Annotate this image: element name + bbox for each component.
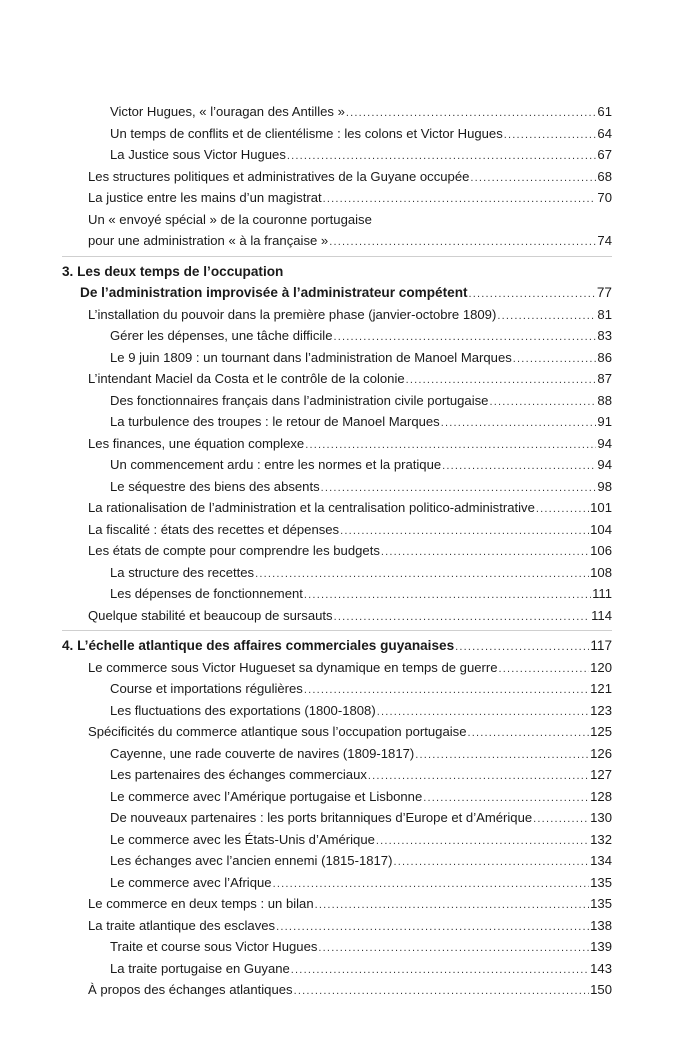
dot-leader xyxy=(329,232,596,254)
toc-subsection-entry[interactable] xyxy=(88,476,612,498)
toc-page-number: 83 xyxy=(597,328,612,343)
toc-subsection-entry[interactable] xyxy=(88,850,612,872)
toc-page-number: 111 xyxy=(592,586,612,601)
toc-section-entry[interactable] xyxy=(88,166,612,188)
dot-leader xyxy=(321,478,597,500)
toc-chapter-subtitle[interactable] xyxy=(80,282,612,304)
toc-page-number: 132 xyxy=(590,831,612,847)
toc-section-entry[interactable] xyxy=(88,893,612,915)
toc-entry-title: Le commerce sous Victor Hugueset sa dynamique en temps de guerre xyxy=(88,659,498,675)
toc-section-entry[interactable] xyxy=(88,209,612,231)
dot-leader xyxy=(489,392,596,414)
toc-subsection-entry[interactable] xyxy=(88,562,612,584)
toc-section-entry[interactable] xyxy=(88,605,612,627)
toc-entry-title: Le 9 juin 1809 : un tournant dans l’administration de Manoel Marques xyxy=(110,349,512,365)
toc-page-number: 138 xyxy=(590,917,612,933)
dot-leader xyxy=(334,607,591,629)
toc-page-number: 77 xyxy=(596,285,612,300)
toc-page-number: 121 xyxy=(590,681,612,696)
toc-page-number: 68 xyxy=(597,168,612,184)
toc-page-number: 61 xyxy=(597,104,612,119)
toc-entry-title: 3. Les deux temps de l’occupation xyxy=(62,263,284,279)
toc-section-entry[interactable] xyxy=(88,540,612,562)
toc-entry-title: La structure des recettes xyxy=(110,564,255,580)
toc-page-number: 135 xyxy=(590,874,612,890)
toc-page-number: 94 xyxy=(597,457,612,472)
toc-subsection-entry[interactable] xyxy=(88,764,612,786)
toc-page-number: 114 xyxy=(591,607,612,623)
toc-entry-title: Un « envoyé spécial » de la couronne portugaise xyxy=(88,211,372,227)
dot-leader xyxy=(291,960,589,982)
toc-chapter-title[interactable] xyxy=(62,635,612,657)
dot-leader xyxy=(294,981,590,1003)
dot-leader xyxy=(315,895,590,917)
toc-page-number: 74 xyxy=(597,233,612,248)
toc-subsection-entry[interactable] xyxy=(88,325,612,347)
toc-entry-title: Le commerce en deux temps : un bilan xyxy=(88,896,314,911)
toc-page-number: 67 xyxy=(597,147,612,162)
dot-leader xyxy=(304,680,589,702)
toc-entry-title: Un commencement ardu : entre les normes et la pratique xyxy=(110,457,442,472)
toc-subsection-entry[interactable] xyxy=(88,123,612,145)
toc-page-number: 94 xyxy=(597,435,612,451)
toc-page-number: 64 xyxy=(597,125,612,141)
toc-entry-title: La justice entre les mains d’un magistrat xyxy=(88,190,322,205)
toc-page-number: 91 xyxy=(597,414,612,429)
toc-subsection-entry[interactable] xyxy=(88,454,612,476)
dot-leader xyxy=(470,168,596,190)
toc-entry-title: 4. L’échelle atlantique des affaires commerciales guyanaises xyxy=(62,638,455,653)
toc-subsection-entry[interactable] xyxy=(88,678,612,700)
dot-leader xyxy=(469,284,596,306)
toc-subsection-entry[interactable] xyxy=(88,411,612,433)
toc-entry-title: La traite portugaise en Guyane xyxy=(110,960,290,976)
table-of-contents xyxy=(62,101,612,1001)
dot-leader xyxy=(381,542,589,564)
toc-entry-title: Cayenne, une rade couverte de navires (1809-1817) xyxy=(110,745,415,761)
dot-leader xyxy=(533,809,589,831)
dot-leader xyxy=(423,788,589,810)
toc-entry-title: Les partenaires des échanges commerciaux xyxy=(110,767,367,782)
toc-page-number: 86 xyxy=(597,349,612,365)
toc-section-entry[interactable] xyxy=(88,519,612,541)
toc-section-entry[interactable] xyxy=(88,187,612,209)
toc-page-number: 130 xyxy=(590,810,612,825)
toc-section-entry[interactable] xyxy=(88,721,612,743)
dot-leader xyxy=(323,189,597,211)
toc-page-number: 143 xyxy=(590,960,612,976)
toc-subsection-entry[interactable] xyxy=(88,829,612,851)
toc-subsection-entry[interactable] xyxy=(88,700,612,722)
toc-page-number: 81 xyxy=(597,306,612,322)
toc-section-entry[interactable] xyxy=(88,497,612,519)
toc-subsection-entry[interactable] xyxy=(88,872,612,894)
dot-leader xyxy=(415,745,589,767)
dot-leader xyxy=(276,917,589,939)
toc-page-number: 104 xyxy=(590,521,612,537)
toc-entry-title: L’installation du pouvoir dans la première phase (janvier-octobre 1809) xyxy=(88,306,497,322)
toc-section-entry[interactable] xyxy=(88,368,612,390)
dot-leader xyxy=(393,852,589,874)
dot-leader xyxy=(406,370,597,392)
toc-subsection-entry[interactable] xyxy=(88,958,612,980)
toc-entry-title: Des fonctionnaires français dans l’administration civile portugaise xyxy=(110,392,489,408)
toc-entry-title: Gérer les dépenses, une tâche difficile xyxy=(110,328,333,343)
dot-leader xyxy=(376,831,589,853)
toc-entry-title: La traite atlantique des esclaves xyxy=(88,917,276,933)
dot-leader xyxy=(536,499,589,521)
toc-page-number: 120 xyxy=(590,659,612,675)
dot-leader xyxy=(305,435,596,457)
dot-leader xyxy=(304,585,591,607)
toc-section-entry[interactable] xyxy=(88,433,612,455)
toc-page-number: 70 xyxy=(597,190,612,205)
toc-entry-title: Un temps de conflits et de clientélisme : les colons et Victor Hugues xyxy=(110,125,503,141)
toc-entry-title: La turbulence des troupes : le retour de Manoel Marques xyxy=(110,414,440,429)
chapter-divider xyxy=(62,256,612,257)
toc-entry-title: Le commerce avec les États-Unis d’Amérique xyxy=(110,831,375,847)
toc-page-number: 125 xyxy=(590,724,612,739)
toc-entry-title: Les fluctuations des exportations (1800-1808) xyxy=(110,702,376,718)
dot-leader xyxy=(441,413,597,435)
toc-page-number: 150 xyxy=(590,982,612,997)
toc-page-number: 117 xyxy=(590,638,612,653)
toc-entry-title: Les finances, une équation complexe xyxy=(88,435,305,451)
toc-page-number: 128 xyxy=(590,788,612,804)
dot-leader xyxy=(499,659,590,681)
dot-leader xyxy=(513,349,597,371)
toc-entry-title: De l’administration improvisée à l’administrateur compétent xyxy=(80,285,468,300)
toc-subsection-entry[interactable] xyxy=(88,936,612,958)
dot-leader xyxy=(273,874,590,896)
toc-page-number: 127 xyxy=(590,767,612,782)
dot-leader xyxy=(377,702,589,724)
dot-leader xyxy=(340,521,589,543)
toc-subsection-entry[interactable] xyxy=(88,807,612,829)
toc-subsection-entry[interactable] xyxy=(88,743,612,765)
toc-section-entry[interactable] xyxy=(88,915,612,937)
toc-page-number: 134 xyxy=(590,853,612,868)
toc-subsection-entry[interactable] xyxy=(88,101,612,123)
dot-leader xyxy=(334,327,597,349)
toc-entry-title: pour une administration « à la française » xyxy=(88,233,329,248)
toc-section-entry[interactable] xyxy=(88,230,612,252)
dot-leader xyxy=(318,938,589,960)
toc-subsection-entry[interactable] xyxy=(88,786,612,808)
dot-leader xyxy=(346,103,597,125)
toc-entry-title: Le commerce avec l’Afrique xyxy=(110,874,272,890)
toc-page-number: 106 xyxy=(590,543,612,558)
toc-entry-title: La fiscalité : états des recettes et dépenses xyxy=(88,521,340,537)
toc-entry-title: L’intendant Maciel da Costa et le contrôle de la colonie xyxy=(88,371,405,386)
toc-entry-title: Les dépenses de fonctionnement xyxy=(110,586,303,601)
toc-page-number: 139 xyxy=(590,939,612,954)
toc-entry-title: Quelque stabilité et beaucoup de sursauts xyxy=(88,607,333,623)
dot-leader xyxy=(497,306,596,328)
dot-leader xyxy=(455,637,589,659)
toc-entry-title: Le séquestre des biens des absents xyxy=(110,478,320,494)
toc-entry-title: À propos des échanges atlantiques xyxy=(88,982,293,997)
toc-entry-title: Victor Hugues, « l’ouragan des Antilles » xyxy=(110,104,345,119)
dot-leader xyxy=(368,766,589,788)
toc-section-entry[interactable] xyxy=(88,304,612,326)
dot-leader xyxy=(504,125,597,147)
dot-leader xyxy=(287,146,597,168)
faint-header-mark xyxy=(92,72,132,76)
toc-chapter-title[interactable] xyxy=(62,261,612,283)
toc-entry-title: La rationalisation de l’administration et la centralisation politico-administrative xyxy=(88,500,535,515)
dot-leader xyxy=(442,456,596,478)
toc-subsection-entry[interactable] xyxy=(88,144,612,166)
toc-page-number: 101 xyxy=(590,500,612,515)
chapter-divider xyxy=(62,630,612,631)
dot-leader xyxy=(467,723,589,745)
toc-section-entry[interactable] xyxy=(88,657,612,679)
toc-entry-title: Le commerce avec l’Amérique portugaise et Lisbonne xyxy=(110,788,423,804)
toc-entry-title: Spécificités du commerce atlantique sous l’occupation portugaise xyxy=(88,724,467,739)
toc-entry-title: Course et importations régulières xyxy=(110,681,303,696)
toc-entry-title: La Justice sous Victor Hugues xyxy=(110,147,286,162)
toc-entry-title: Les états de compte pour comprendre les budgets xyxy=(88,543,380,558)
toc-entry-title: Traite et course sous Victor Hugues xyxy=(110,939,318,954)
toc-subsection-entry[interactable] xyxy=(88,390,612,412)
toc-section-entry[interactable] xyxy=(88,979,612,1001)
toc-entry-title: Les structures politiques et administratives de la Guyane occupée xyxy=(88,168,470,184)
toc-entry-title: De nouveaux partenaires : les ports britanniques d’Europe et d’Amérique xyxy=(110,810,533,825)
toc-page-number: 123 xyxy=(590,702,612,718)
toc-subsection-entry[interactable] xyxy=(88,583,612,605)
toc-page-number: 135 xyxy=(590,896,612,911)
toc-page-number: 87 xyxy=(597,371,612,386)
toc-page-number: 88 xyxy=(597,392,612,408)
toc-subsection-entry[interactable] xyxy=(88,347,612,369)
toc-page-number: 98 xyxy=(597,478,612,494)
toc-page-number: 108 xyxy=(590,564,612,580)
dot-leader xyxy=(255,564,589,586)
toc-page-number: 126 xyxy=(590,745,612,761)
toc-entry-title: Les échanges avec l’ancien ennemi (1815-1817) xyxy=(110,853,393,868)
